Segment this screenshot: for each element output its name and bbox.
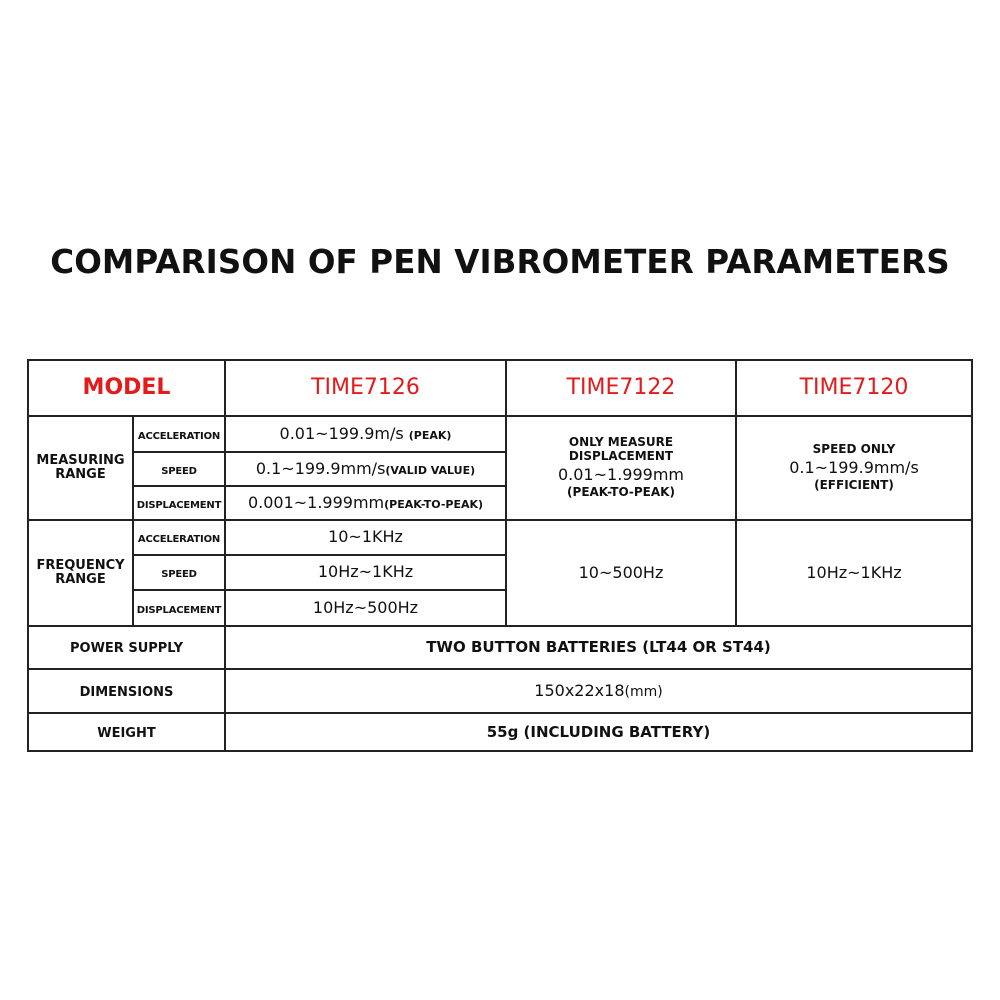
dimensions-label-cell bbox=[28, 669, 225, 713]
power-supply-value-cell bbox=[225, 626, 972, 669]
weight-value: 55g (INCLUDING BATTERY) bbox=[486, 722, 711, 741]
measuring-displacement-value: 0.001~1.999mm bbox=[247, 492, 385, 512]
frequency-range-label-line2: RANGE bbox=[55, 572, 106, 587]
dimensions-value: 150x22x18 bbox=[534, 680, 625, 700]
measuring-time7122-value: 0.01~1.999mm bbox=[557, 464, 684, 484]
measuring-acceleration-label-cell bbox=[133, 416, 225, 452]
weight-label-cell bbox=[28, 713, 225, 751]
measuring-time7122-line1: ONLY MEASURE bbox=[568, 435, 674, 450]
frequency-range-label-line1: FREQUENCY bbox=[36, 558, 125, 574]
measuring-acceleration-label: ACCELERATION bbox=[137, 430, 221, 442]
power-supply-value: TWO BUTTON BATTERIES (LT44 OR ST44) bbox=[426, 638, 771, 657]
model-time7122-cell bbox=[506, 360, 736, 416]
model-time7120-cell bbox=[736, 360, 972, 416]
frequency-time7122-cell bbox=[506, 520, 736, 626]
measuring-time7120-cell bbox=[736, 416, 972, 520]
measuring-displacement-label: DISPLACEMENT bbox=[136, 499, 222, 511]
measuring-displacement-value-cell bbox=[225, 486, 506, 520]
frequency-time7120-cell bbox=[736, 520, 972, 626]
measuring-time7120-value: 0.1~199.9mm/s bbox=[789, 457, 919, 477]
frequency-displacement-label: DISPLACEMENT bbox=[136, 604, 222, 616]
model-time7122: TIME7122 bbox=[566, 375, 676, 401]
dimensions-row bbox=[28, 669, 972, 713]
measuring-range-label-line1: MEASURING bbox=[36, 453, 125, 469]
model-time7126: TIME7126 bbox=[311, 375, 420, 401]
frequency-displacement-label-cell bbox=[133, 590, 225, 626]
measuring-acceleration-value-cell bbox=[225, 416, 506, 452]
measuring-time7122-cell bbox=[506, 416, 736, 520]
measuring-acceleration-value: 0.01~199.9m/s bbox=[279, 423, 404, 443]
frequency-acceleration-value-cell bbox=[225, 520, 506, 555]
measuring-time7122-note: (PEAK-TO-PEAK) bbox=[567, 485, 675, 500]
measuring-speed-label-cell bbox=[133, 452, 225, 486]
measuring-time7120-note: (EFFICIENT) bbox=[814, 478, 894, 493]
dimensions-value-cell bbox=[225, 669, 972, 713]
power-supply-label-cell bbox=[28, 626, 225, 669]
measuring-time7120-line1: SPEED ONLY bbox=[812, 442, 896, 456]
weight-row bbox=[28, 713, 972, 751]
page-title: COMPARISON OF PEN VIBROMETER PARAMETERS bbox=[50, 243, 950, 281]
frequency-time7120-value: 10Hz~1KHz bbox=[806, 562, 902, 582]
header-row bbox=[28, 360, 972, 416]
dimensions-label: DIMENSIONS bbox=[79, 684, 174, 700]
power-supply-label: POWER SUPPLY bbox=[70, 641, 183, 657]
measuring-speed-value-cell bbox=[225, 452, 506, 486]
power-supply-row bbox=[28, 626, 972, 669]
frequency-speed-value: 10Hz~1KHz bbox=[317, 562, 414, 582]
measuring-acceleration-row bbox=[28, 416, 972, 452]
model-time7126-cell bbox=[225, 360, 506, 416]
frequency-displacement-value: 10Hz~500Hz bbox=[312, 597, 419, 617]
measuring-time7122-line2: DISPLACEMENT bbox=[568, 448, 674, 463]
frequency-displacement-value-cell bbox=[225, 590, 506, 626]
measuring-acceleration-note: (PEAK) bbox=[408, 428, 452, 442]
measuring-displacement-label-cell bbox=[133, 486, 225, 520]
frequency-speed-value-cell bbox=[225, 555, 506, 590]
measuring-speed-label: SPEED bbox=[161, 465, 197, 477]
measuring-speed-note: (VALID VALUE) bbox=[385, 463, 476, 477]
frequency-acceleration-row bbox=[28, 520, 972, 555]
measuring-speed-value: 0.1~199.9mm/s bbox=[255, 458, 386, 478]
frequency-acceleration-value: 10~1KHz bbox=[328, 527, 403, 547]
measuring-displacement-note: (PEAK-TO-PEAK) bbox=[384, 497, 484, 511]
comparison-table bbox=[27, 359, 973, 752]
weight-label: WEIGHT bbox=[97, 725, 156, 741]
dimensions-unit: (mm) bbox=[624, 683, 663, 700]
measuring-range-label-cell bbox=[28, 416, 133, 520]
frequency-speed-label-cell bbox=[133, 555, 225, 590]
frequency-acceleration-label-cell bbox=[133, 520, 225, 555]
model-time7120: TIME7120 bbox=[799, 375, 909, 401]
model-label: MODEL bbox=[82, 375, 171, 401]
weight-value-cell bbox=[225, 713, 972, 751]
model-header-cell bbox=[28, 360, 225, 416]
frequency-time7122-value: 10~500Hz bbox=[578, 562, 664, 582]
frequency-range-label-cell bbox=[28, 520, 133, 626]
frequency-speed-label: SPEED bbox=[161, 569, 197, 581]
frequency-acceleration-label: ACCELERATION bbox=[137, 534, 221, 546]
measuring-range-label-line2: RANGE bbox=[55, 467, 106, 482]
